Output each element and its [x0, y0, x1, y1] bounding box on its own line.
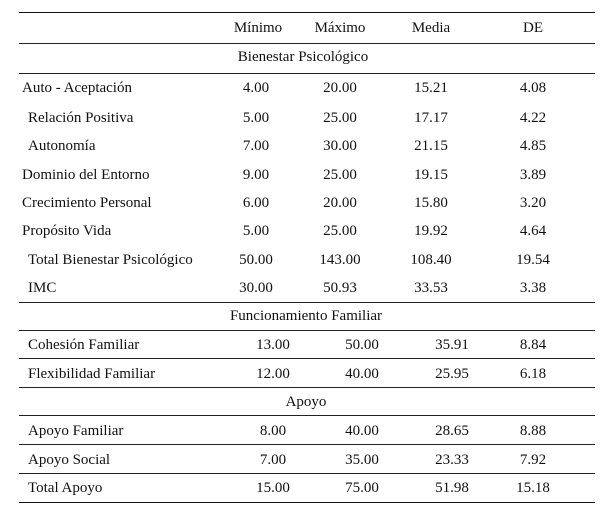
row-label: Auto - Aceptación: [22, 80, 132, 96]
cell-max: 40.00: [345, 423, 379, 439]
cell-de: 3.89: [519, 167, 547, 183]
cell-de: 8.84: [519, 337, 547, 353]
header-maximo: Máximo: [314, 20, 366, 36]
row-label: Dominio del Entorno: [22, 167, 150, 183]
cell-max: 40.00: [345, 366, 379, 382]
cell-max: 20.00: [323, 80, 357, 96]
row-label: Total Apoyo: [28, 480, 103, 496]
cell-de: 19.54: [516, 252, 550, 268]
cell-media: 33.53: [414, 280, 448, 296]
section-apoyo: Apoyo: [285, 394, 327, 410]
cell-max: 143.00: [319, 252, 361, 268]
cell-min: 4.00: [242, 80, 270, 96]
cell-media: 15.80: [414, 195, 448, 211]
cell-max: 25.00: [323, 110, 357, 126]
cell-max: 20.00: [323, 195, 357, 211]
row-label: Autonomía: [28, 138, 96, 154]
cell-media: 35.91: [435, 337, 469, 353]
bottom-rule: [19, 502, 595, 503]
header-de: DE: [523, 20, 543, 36]
cell-media: 51.98: [435, 480, 469, 496]
row-label: Flexibilidad Familiar: [28, 366, 156, 382]
cell-min: 9.00: [242, 167, 270, 183]
row-label: Propósito Vida: [22, 223, 112, 239]
cell-max: 25.00: [323, 223, 357, 239]
row-label: Apoyo Familiar: [28, 423, 124, 439]
cell-min: 15.00: [256, 480, 290, 496]
row-label: Apoyo Social: [28, 452, 111, 468]
cell-min: 6.00: [242, 195, 270, 211]
row-rule: [19, 358, 595, 359]
cell-de: 4.64: [519, 223, 547, 239]
cell-media: 17.17: [414, 110, 448, 126]
cell-min: 50.00: [239, 252, 273, 268]
row-label: IMC: [28, 280, 57, 296]
header-minimo: Mínimo: [233, 20, 283, 36]
row-label: Crecimiento Personal: [22, 195, 152, 211]
cell-max: 30.00: [323, 138, 357, 154]
cell-max: 50.00: [345, 337, 379, 353]
cell-de: 3.20: [519, 195, 547, 211]
cell-de: 15.18: [516, 480, 550, 496]
cell-media: 23.33: [435, 452, 469, 468]
cell-media: 108.40: [410, 252, 452, 268]
cell-de: 7.92: [519, 452, 547, 468]
header-rule: [19, 43, 595, 44]
cell-min: 7.00: [242, 138, 270, 154]
row-rule: [19, 444, 595, 445]
cell-de: 3.38: [519, 280, 547, 296]
cell-min: 13.00: [256, 337, 290, 353]
cell-max: 50.93: [323, 280, 357, 296]
section-rule: [19, 415, 595, 416]
row-rule: [19, 473, 595, 474]
row-label: Total Bienestar Psicológico: [28, 252, 193, 268]
cell-de: 8.88: [519, 423, 547, 439]
cell-min: 12.00: [256, 366, 290, 382]
cell-max: 35.00: [345, 452, 379, 468]
header-media: Media: [411, 20, 451, 36]
row-label: Cohesión Familiar: [28, 337, 140, 353]
section-rule: [19, 387, 595, 388]
cell-min: 7.00: [259, 452, 287, 468]
cell-de: 4.08: [519, 80, 547, 96]
section-rule: [19, 330, 595, 331]
row-label: Relación Positiva: [28, 110, 134, 126]
row-rule: [19, 302, 595, 303]
cell-de: 4.22: [519, 110, 547, 126]
cell-max: 25.00: [323, 167, 357, 183]
cell-max: 75.00: [345, 480, 379, 496]
cell-media: 19.15: [414, 167, 448, 183]
cell-media: 19.92: [414, 223, 448, 239]
cell-min: 8.00: [259, 423, 287, 439]
section-funcionamiento: Funcionamiento Familiar: [229, 308, 383, 324]
cell-de: 6.18: [519, 366, 547, 382]
cell-min: 5.00: [242, 223, 270, 239]
cell-media: 25.95: [435, 366, 469, 382]
top-rule: [19, 12, 595, 13]
cell-min: 30.00: [239, 280, 273, 296]
cell-media: 21.15: [414, 138, 448, 154]
cell-media: 28.65: [435, 423, 469, 439]
cell-media: 15.21: [414, 80, 448, 96]
section-bienestar: Bienestar Psicológico: [237, 49, 369, 65]
section-rule: [19, 73, 595, 74]
cell-de: 4.85: [519, 138, 547, 154]
cell-min: 5.00: [242, 110, 270, 126]
